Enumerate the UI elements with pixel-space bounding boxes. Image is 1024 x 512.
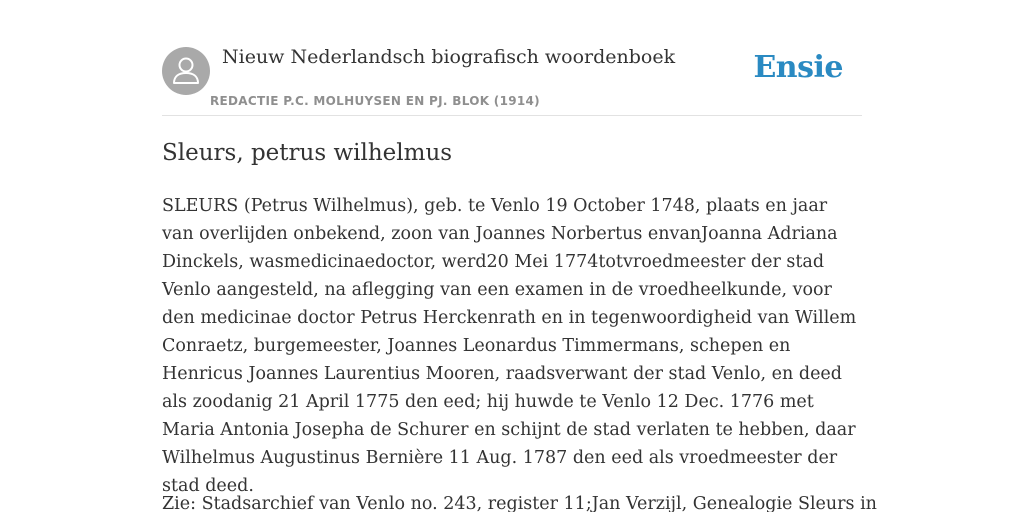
brand-logo[interactable]: Ensie (753, 50, 843, 85)
book-title[interactable]: Nieuw Nederlandsch biografisch woordenboek (222, 46, 676, 68)
article-body: SLEURS (Petrus Wilhelmus), geb. te Venlo 19 October 1748, plaats en jaar van overlijden onbekend, zoon van Joannes Norbertus envanJoanna Adriana Dinckels, wasmedicinaedoctor, werd20 Mei 1774totvroedmeester der stad Venlo aangesteld, na aflegging van een examen in de vroedheelkunde, voor den medicinae doctor Petrus Herckenrath en in tegenwoordigheid van Willem Conraetz, burgemeester, Joannes Leonardus Timmermans, schepen en Henricus Joannes Laurentius Mooren, raadsverwant der stad Venlo, en deed als zoodanig 21 April 1775 den eed; hij huwde te Venlo 12 Dec. 1776 met Maria Antonia Josepha de Schurer en schijnt de stad verlaten te hebben, daar Wilhelmus Augustinus Bernière 11 Aug. 1787 den eed als vroedmeester der stad deed. (162, 196, 857, 496)
header (162, 46, 862, 116)
article-title: Sleurs, petrus wilhelmus (162, 140, 453, 166)
author-avatar[interactable] (162, 47, 210, 95)
user-icon (162, 47, 210, 95)
editors-label: REDACTIE P.C. MOLHUYSEN EN PJ. BLOK (1914) (210, 94, 540, 108)
article-source: Zie: Stadsarchief van Venlo no. 243, register 11;Jan Verzijl, Genealogie Sleurs in (162, 494, 877, 512)
